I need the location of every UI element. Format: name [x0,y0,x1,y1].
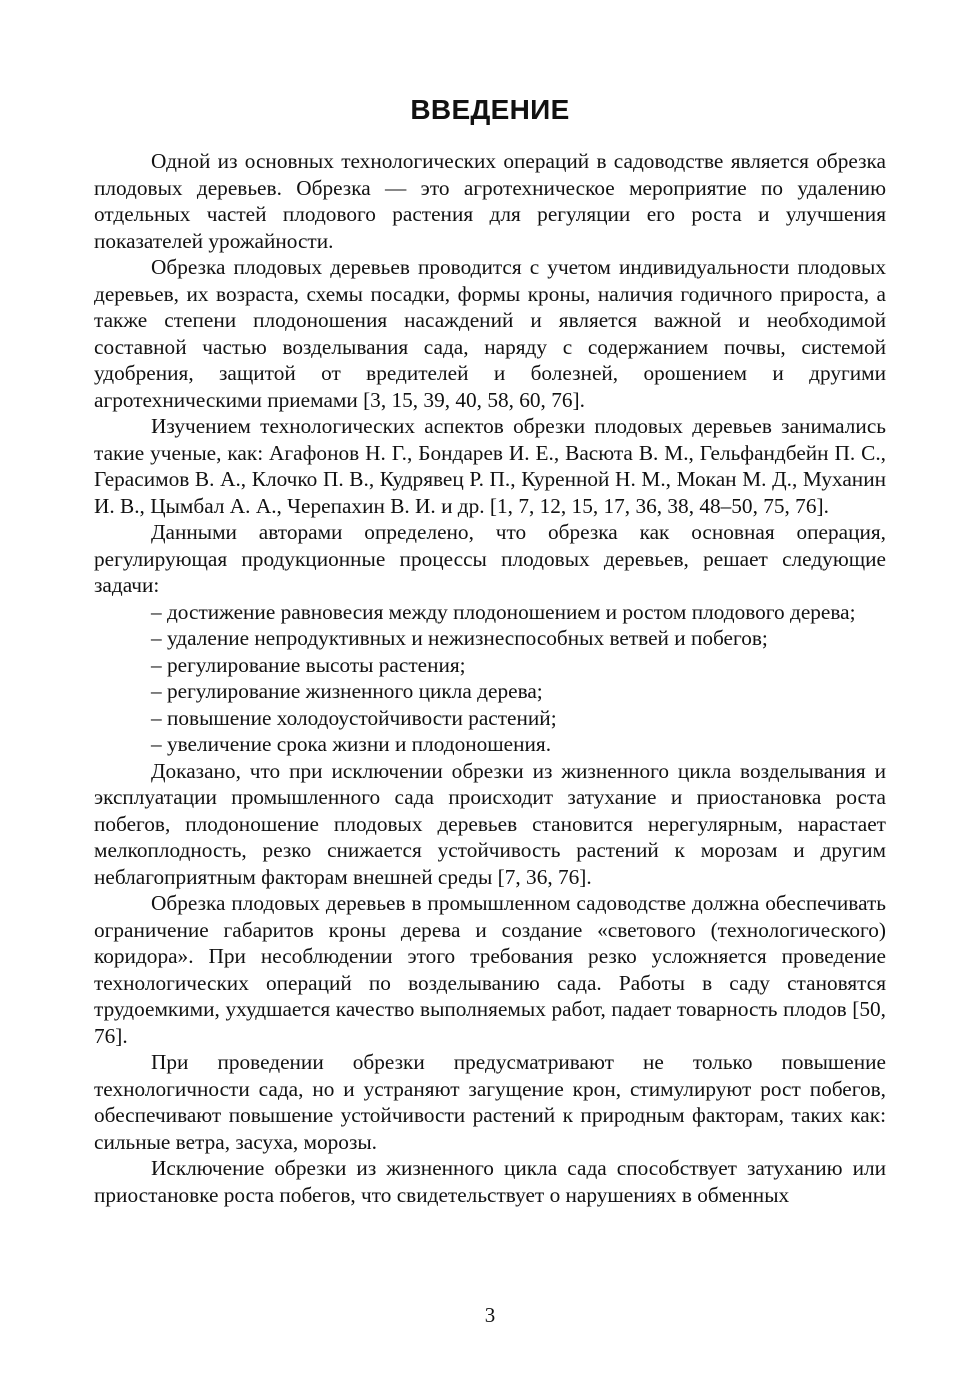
list-item: – повышение холодоустойчивости растений; [151,705,557,730]
paragraph-pruning-factors: Обрезка плодовых деревьев проводится с учетом индивидуальности плодовых деревьев, их возраста, схемы посадки, формы кроны, наличия годичного прироста, а также степени плодоношения насаждений и является важной и необходимой составной частью возделывания сада, наряду с содержанием почвы, системой удобрения, защитой от вредителей и болезней, орошением и другими агротехническими приемами [3, 15, 39, 40, 58, 60, 76]. [94,255,886,412]
paragraph-proven: Доказано, что при исключении обрезки из жизненного цикла возделывания и эксплуатации промышленного сада происходит затухание и приостановка роста побегов, плодоношение плодовых деревьев становится нерегулярным, нарастает мелкоплодность, резко снижается устойчивость растений к морозам и другим неблагоприятным факторам внешней среды [7, 36, 76]. [94,758,886,889]
tasks-list [94,599,886,758]
page-title: ВВЕДЕНИЕ [410,94,570,125]
paragraph-industrial: Обрезка плодовых деревьев в промышленном садоводстве должна обеспечивать ограничение габаритов кроны дерева и создание «светового (технологического) коридора». При несоблюдении этого требования резко усложняется проведение технологических операций по возделыванию сада. Работы в саду становятся трудоемкими, ухудшается качество выполняемых работ, падает товарность плодов [50, 76]. [94,891,886,1048]
paragraph-researchers: Изучением технологических аспектов обрезки плодовых деревьев занимались такие ученые, как: Агафонов Н. Г., Бондарев И. Е., Васюта В. М., Гельфандбейн П. С., Герасимов В. А., Клочко П. В., Кудрявец Р. П., Куренной Н. М., Мокан М. Д., Муханин И. В., Цымбал А. А., Черепахин В. И. и др. [1, 7, 12, 15, 17, 36, 38, 48–50, 75, 76]. [94,414,886,518]
list-item: – увеличение срока жизни и плодоношения. [151,732,552,756]
list-item: – удаление непродуктивных и нежизнеспособных ветвей и побегов; [151,626,768,650]
paragraph-intro: Одной из основных технологических операций в садоводстве является обрезка плодовых деревьев. Обрезка — это агротехническое мероприятие по удалению отдельных частей плодового растения для регуляции его роста и улучшения показателей урожайности. [94,149,886,253]
document-page [94,92,886,1208]
paragraph-technology: При проведении обрезки предусматривают не только повышение технологичности сада, но и устраняют загущение крон, стимулируют рост побегов, обеспечивают повышение устойчивости растений к природным факторам, таких как: сильные ветра, засуха, морозы. [94,1050,886,1154]
paragraph-tasks-intro: Данными авторами определено, что обрезка как основная операция, регулирующая продукционные процессы плодовых деревьев, решает следующие задачи: [94,520,886,597]
page-number: 3 [484,1303,496,1327]
paragraph-exclusion: Исключение обрезки из жизненного цикла сада способствует затуханию или приостановке роста побегов, что свидетельствует о нарушениях в обменных [94,1156,886,1207]
list-item: – регулирование высоты растения; [151,652,466,677]
list-item: – регулирование жизненного цикла дерева; [151,679,543,703]
list-item: – достижение равновесия между плодоношением и ростом плодового дерева; [151,599,856,624]
